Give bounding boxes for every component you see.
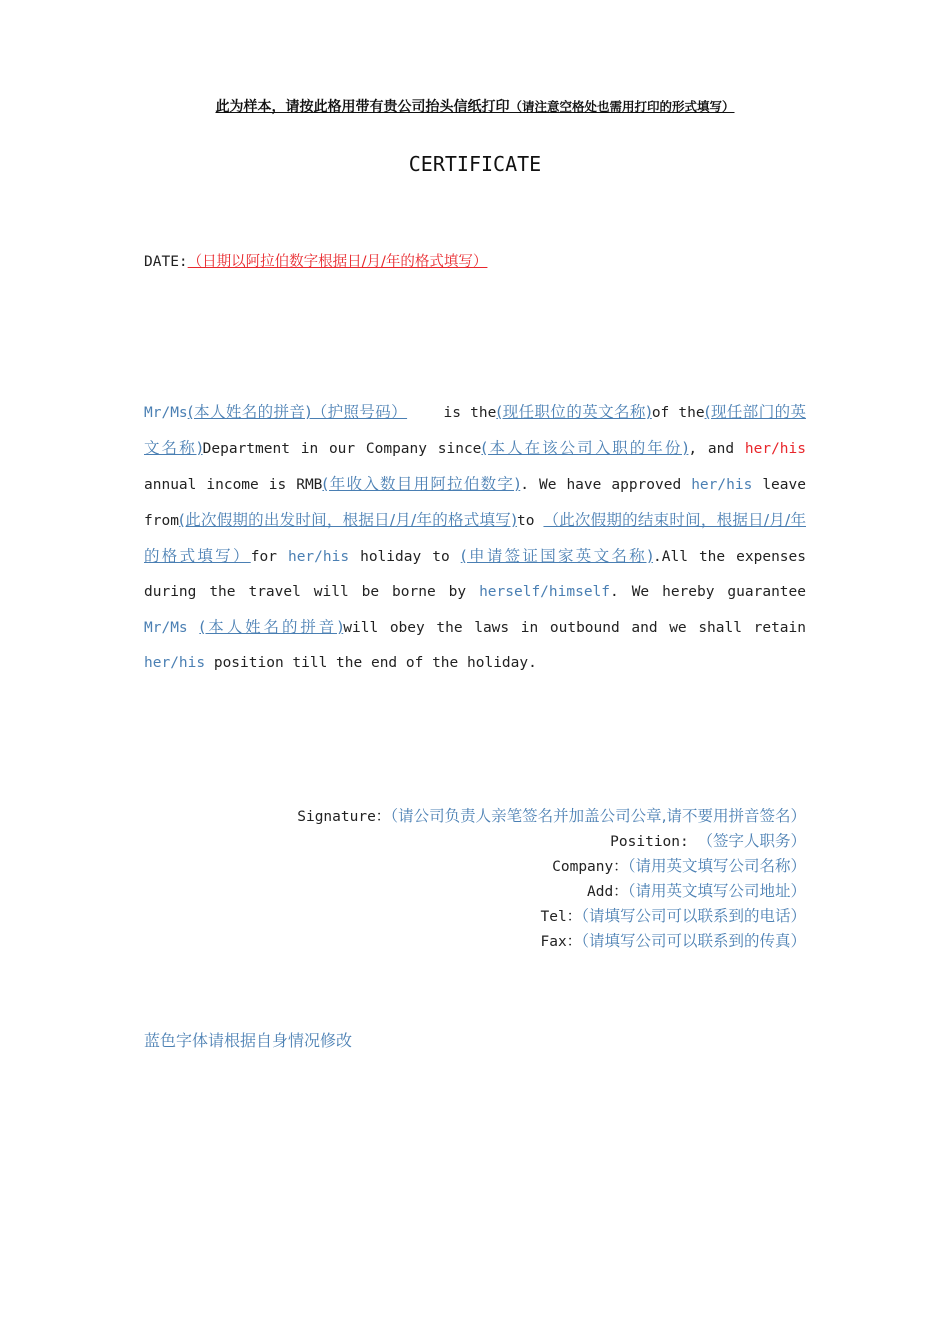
- position-placeholder: （签字人职务）: [697, 832, 806, 850]
- body-text: annual income is RMB: [144, 477, 323, 493]
- body-text: . We have approved: [520, 477, 692, 493]
- tel-line: [541, 904, 806, 926]
- body-country-placeholder: (申请签证国家英文名称): [460, 547, 654, 565]
- body-position-placeholder: (现任职位的英文名称): [496, 403, 652, 421]
- tel-placeholder: （请填写公司可以联系到的电话）: [581, 907, 806, 925]
- company-placeholder: （请用英文填写公司名称）: [627, 857, 806, 875]
- body-text: is the: [434, 405, 497, 421]
- certificate-body: [144, 395, 806, 681]
- print-notice: [0, 96, 950, 116]
- body-pronoun: her/his: [287, 549, 350, 565]
- address-placeholder: （请用英文填写公司地址）: [627, 882, 806, 900]
- company-label: Company：: [552, 859, 628, 875]
- footer-note: 蓝色字体请根据自身情况修改: [144, 1031, 353, 1050]
- body-text: will obey the laws in outbound and we shall retain: [343, 620, 806, 636]
- address-line: [587, 879, 806, 901]
- body-text: to: [517, 513, 544, 529]
- body-leave-end-placeholder: （此次假期的结束时间，根据日/月/年的格式填写）: [144, 511, 806, 565]
- body-text: of the: [651, 405, 705, 421]
- body-join-year-placeholder: (本人在该公司入职的年份): [481, 439, 689, 457]
- date-line: [144, 250, 487, 271]
- body-text: .All the expenses during the travel will be borne by: [144, 549, 807, 600]
- print-notice-main: 此为样本，请按此格用带有贵公司抬头信纸打印: [215, 99, 510, 115]
- body-text: for: [250, 549, 288, 565]
- body-title-honorific: Mr/Ms: [144, 405, 188, 421]
- body-name-placeholder: (本人姓名的拼音): [199, 618, 344, 636]
- address-label: Add：: [587, 884, 628, 900]
- tel-label: Tel：: [540, 909, 582, 925]
- document-title: CERTIFICATE: [408, 152, 542, 176]
- body-text: leave from: [144, 477, 806, 529]
- body-text: position till the end of the holiday.: [205, 655, 537, 671]
- body-pronoun: her/his: [691, 477, 753, 493]
- signature-placeholder: （请公司负责人亲笔签名并加盖公司公章,请不要用拼音签名）: [390, 807, 806, 825]
- body-reflexive-pronoun: herself/himself: [479, 584, 611, 600]
- body-text: , and: [688, 441, 745, 457]
- print-notice-paren: （请注意空格处也需用打印的形式填写）: [509, 99, 735, 114]
- body-pronoun: her/his: [144, 655, 206, 671]
- body-text: Department in our Company since: [202, 441, 482, 457]
- date-label: DATE:: [144, 254, 188, 270]
- body-leave-start-placeholder: (此次假期的出发时间，根据日/月/年的格式填写): [178, 511, 518, 529]
- body-text: . We hereby guarantee: [610, 584, 806, 600]
- body-department-placeholder: (现任部门的英文名称): [144, 403, 806, 457]
- position-line: [610, 829, 806, 851]
- position-label: Position:: [610, 834, 698, 850]
- company-line: [552, 854, 806, 876]
- body-pronoun-red: her/his: [744, 441, 806, 457]
- signature-label: Signature：: [297, 809, 391, 825]
- body-income-placeholder: (年收入数目用阿拉伯数字): [322, 475, 521, 493]
- fax-line: [541, 929, 806, 951]
- fax-label: Fax：: [540, 934, 582, 950]
- body-text: holiday to: [349, 549, 461, 565]
- body-title-honorific: Mr/Ms: [144, 620, 188, 636]
- date-placeholder: （日期以阿拉伯数字根据日/月/年的格式填写）: [187, 254, 488, 270]
- body-name-passport-placeholder: (本人姓名的拼音)（护照号码）: [187, 403, 408, 421]
- signature-line: [297, 804, 806, 826]
- fax-placeholder: （请填写公司可以联系到的传真）: [581, 932, 806, 950]
